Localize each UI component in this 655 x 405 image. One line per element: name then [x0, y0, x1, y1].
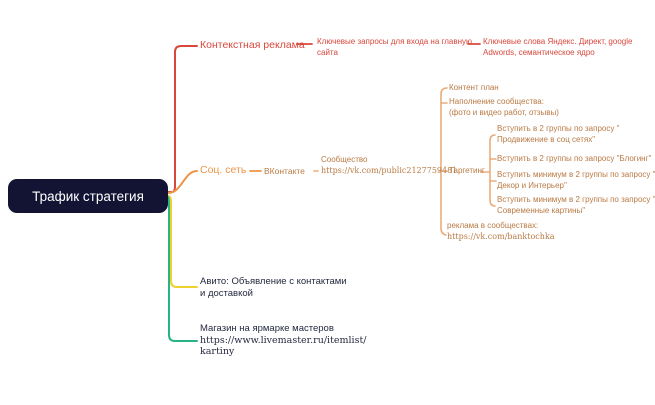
- branch-line-avito: [168, 196, 197, 287]
- node-contextual-ads[interactable]: Контекстная реклама: [200, 39, 305, 51]
- branch-line-social: [168, 171, 197, 193]
- node-keywords-yandex-google[interactable]: Ключевые слова Яндекс. Директ, google Adwords, семантическое ядро: [483, 37, 633, 57]
- targeting-item-line1: Вступить минимум в 2 группы по запросу ": [497, 195, 655, 204]
- market-label: Магазин на ярмарке мастеров: [200, 323, 334, 334]
- branch-line-contextual: [168, 46, 197, 192]
- targeting-item-line2: Декор и Интерьер": [497, 180, 567, 190]
- community-title: Сообщество: [321, 155, 368, 164]
- avito-line2: и доставкой: [200, 287, 253, 299]
- node-livemaster-shop[interactable]: [200, 323, 367, 358]
- targeting-item-line2: Современные картины": [497, 205, 586, 215]
- ads-title: реклама в сообществах:: [447, 221, 539, 230]
- targeting-bracket: [490, 135, 495, 206]
- root-label: Трафик стратегия: [32, 188, 144, 204]
- node-vkontakte[interactable]: ВКонтакте: [264, 166, 305, 176]
- node-community-ads[interactable]: [447, 221, 555, 242]
- node-community[interactable]: [321, 155, 457, 176]
- targeting-item-line2: Продвижение в соц сетях": [497, 134, 596, 144]
- targeting-item-line1: Вступить минимум в 2 группы по запросу ": [497, 170, 655, 179]
- root-node-traffic-strategy[interactable]: [8, 179, 168, 213]
- targeting-item-line1: Вступить в 2 группы по запросу "Блогинг": [497, 154, 652, 163]
- node-social-network[interactable]: Соц. сеть: [200, 164, 247, 176]
- ads-url: https://vk.com/banktochka: [447, 231, 555, 241]
- market-url-line1: https://www.livemaster.ru/itemlist/: [200, 334, 367, 346]
- avito-line1: Авито: Объявление с контактами: [200, 276, 347, 287]
- filling-line1: Наполнение сообщества:: [449, 97, 544, 106]
- node-avito[interactable]: [200, 276, 347, 299]
- filling-line2: (фото и видео работ, отзывы): [449, 107, 559, 117]
- branch-line-market: [168, 197, 197, 341]
- node-community-filling[interactable]: [449, 97, 559, 118]
- node-key-queries[interactable]: Ключевые запросы для входа на главную сайта: [317, 37, 473, 57]
- targeting-item-line1: Вступить в 2 группы по запросу ": [497, 124, 620, 133]
- node-targeting-item-promotion[interactable]: [497, 124, 619, 145]
- market-url-line2: kartiny: [200, 346, 235, 357]
- node-content-plan[interactable]: Контент план: [449, 83, 499, 92]
- node-targeting-item-blogging[interactable]: [497, 154, 651, 165]
- node-targeting-item-decor[interactable]: [497, 170, 655, 191]
- community-url: https://vk.com/public2127759481: [321, 165, 458, 175]
- node-targeting-item-modern-paintings[interactable]: [497, 195, 655, 216]
- node-targeting[interactable]: Таргетинг: [449, 166, 485, 175]
